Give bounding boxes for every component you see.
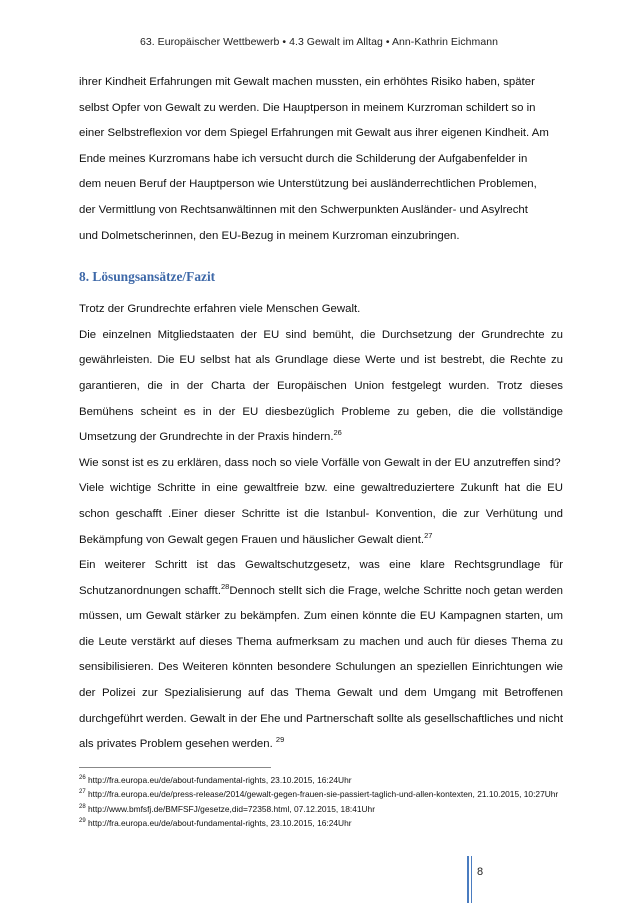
section-paragraph-1: Trotz der Grundrechte erfahren viele Menschen Gewalt. xyxy=(79,303,361,316)
footnotes xyxy=(79,773,563,831)
footnote-divider xyxy=(79,767,271,768)
footnote-link[interactable]: http://www.bmfsfj.de/BMFSFJ/gesetze,did=72358.html, 07.12.2015, 18:41Uhr xyxy=(88,803,375,814)
paragraph-line: selbst Opfer von Gewalt zu werden. Die Hauptperson in meinem Kurzroman schildert so in xyxy=(79,101,536,114)
page-header: 63. Europäischer Wettbewerb • 4.3 Gewalt im Alltag • Ann-Kathrin Eichmann xyxy=(139,36,499,48)
paragraph-line: dem neuen Beruf der Hauptperson wie Unterstützung bei ausländerrechtlichen Problemen, xyxy=(79,178,537,191)
section-paragraph-5 xyxy=(79,553,563,758)
paragraph-line: der Vermittlung von Rechtsanwältinnen mit den Schwerpunkten Ausländer- und Asylrecht xyxy=(79,203,528,216)
section-paragraph-3: Wie sonst ist es zu erklären, dass noch so viele Vorfälle von Gewalt in der EU anzutreffen sind? xyxy=(79,456,561,469)
footnote-ref[interactable]: 28 xyxy=(221,581,230,591)
page-number-block xyxy=(463,856,513,903)
footnote-ref[interactable]: 27 xyxy=(424,530,433,540)
footnote-link[interactable]: http://fra.europa.eu/de/about-fundamental-rights, 23.10.2015, 16:24Uhr xyxy=(88,775,352,785)
footnote-number: 29 xyxy=(79,818,86,825)
paragraph-text: Ein weiterer Schritt ist das Gewaltschutzgesetz, was eine klare Rechtsgrundlage für Schutzanordnungen schafft. xyxy=(79,559,563,597)
footnote xyxy=(79,816,563,830)
page-number-bar xyxy=(467,856,469,903)
paragraph-line: Ende meines Kurzromans habe ich versucht durch die Schilderung der Aufgabenfelder in xyxy=(79,152,528,165)
footnote-link[interactable]: http://fra.europa.eu/de/press-release/2014/gewalt-gegen-frauen-sie-passiert-taglich-und-allen-kontexten, 21.10.2015, 10:27Uhr xyxy=(88,789,559,800)
footnote-ref[interactable]: 26 xyxy=(333,428,342,438)
paragraph-line: einer Selbstreflexion vor dem Spiegel Erfahrungen mit Gewalt aus ihrer eigenen Kindheit. Am xyxy=(79,127,549,140)
section-paragraph-4 xyxy=(79,476,563,553)
paragraph-text: Dennoch stellt sich die Frage, welche Schritte noch getan werden müssen, um Gewalt stärker zu bekämpfen. Zum einen könnte die EU Kampagnen starten, um die Leute verstärkt auf dieses Thema aufmerksam zu machen und auch für dieses Thema zu sensibilisieren. Des Weiteren könnten besondere Schulungen an speziellen Einrichtungen wie der Polizei zur Spezialisierung auf das Thema Gewalt und dem Umgang mit Betroffenen durchgeführt werden. Gewalt in der Ehe und Partnerschaft sollte als gesellschaftliches und nicht als privates Problem gesehen werden. xyxy=(79,584,563,751)
footnote xyxy=(79,787,563,801)
paragraph-line: ihrer Kindheit Erfahrungen mit Gewalt machen mussten, ein erhöhtes Risiko haben, später xyxy=(79,76,535,88)
section-heading: 8. Lösungsansätze/Fazit xyxy=(79,269,216,285)
page-number: 8 xyxy=(477,866,484,878)
paragraph-text: Die einzelnen Mitgliedstaaten der EU sind bemüht, die Durchsetzung der Grundrechte zu gewährleisten. Die EU selbst hat als Grundlage diese Werte und ist bestrebt, die Rechte zu garantieren, die in der Charta der Europäischen Union festgelegt wurden. Trotz dieses Bemühens scheint es in der EU diesbezüglich Probleme zu geben, die die vollständige Umsetzung der Grundrechte in der Praxis hindern. xyxy=(79,328,563,444)
paragraph-line: und Dolmetscherinnen, den EU-Bezug in meinem Kurzroman einzubringen. xyxy=(79,229,460,242)
body-content xyxy=(79,70,563,758)
paragraph-text: Viele wichtige Schritte in eine gewaltfreie bzw. eine gewaltreduziertere Zukunft hat die EU schon geschafft .Einer dieser Schritte ist die Istanbul- Konvention, die zur Verhütung und Bekämpfung von Gewalt gegen Frauen und häuslicher Gewalt dient. xyxy=(79,482,563,546)
section-paragraph-2 xyxy=(79,323,563,451)
footnote-number: 28 xyxy=(79,803,86,810)
footnote-number: 26 xyxy=(79,775,86,781)
footnote-link[interactable]: http://fra.europa.eu/de/about-fundamental-rights, 23.10.2015, 16:24Uhr xyxy=(88,818,352,829)
footnote-ref[interactable]: 29 xyxy=(275,735,285,745)
footnote xyxy=(79,802,563,816)
page-number-bar xyxy=(471,856,472,903)
footnote-number: 27 xyxy=(79,789,86,796)
footnote xyxy=(79,773,563,787)
